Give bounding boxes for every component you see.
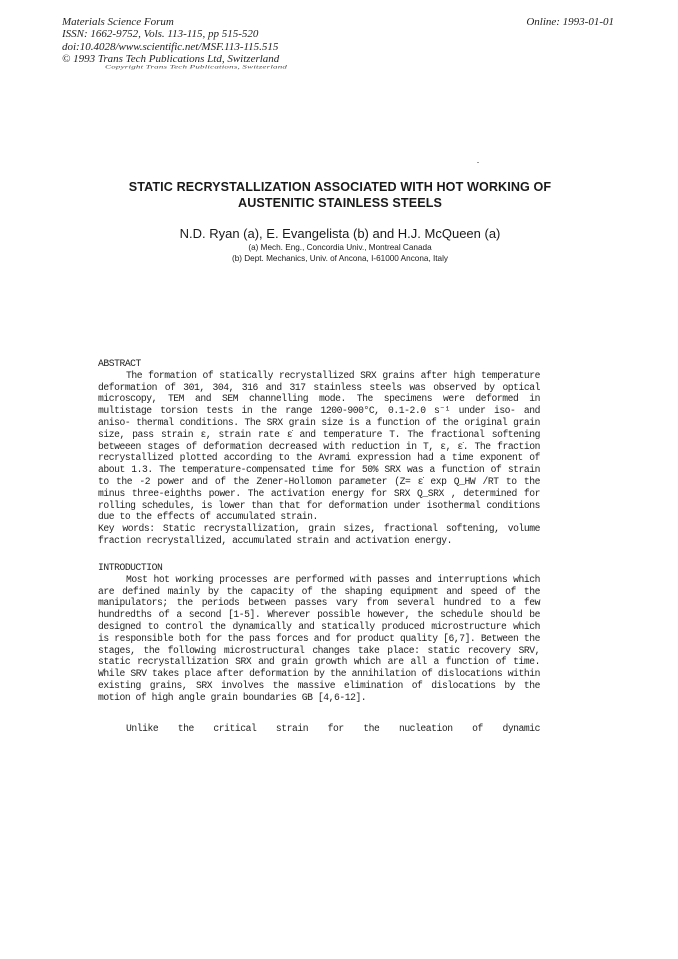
word: the [177,723,194,734]
affiliation-a: (a) Mech. Eng., Concordia Univ., Montreal Canada [248,243,432,252]
author-list: N.D. Ryan (a), E. Evangelista (b) and H.J. McQueen (a) [179,226,501,241]
online-date: Online: 1993-01-01 [526,16,614,28]
word: strain [275,723,309,734]
word: critical [213,723,257,734]
scanned-copyright-notice: Copyright Trans Tech Publications, Switzerland [105,64,288,70]
journal-name: Materials Science Forum [62,16,174,28]
next-paragraph [98,723,540,735]
next-paragraph-first-line [98,723,540,735]
scan-speck [477,162,479,163]
introduction-section [98,562,540,704]
word: for [327,723,344,734]
word: nucleation [398,723,453,734]
paper-title [60,180,620,211]
affiliation-b: (b) Dept. Mechanics, Univ. of Ancona, I-61000 Ancona, Italy [231,254,449,263]
word: Unlike [126,723,159,734]
issn-line: ISSN: 1662-9752, Vols. 113-115, pp 515-520 [62,28,259,41]
abstract-heading: ABSTRACT [98,358,141,369]
word: of [472,723,483,734]
keywords: Key words: Static recrystallization, grain sizes, fractional softening, volume fraction recrystallized, accumulated strain and activation energy. [98,523,540,546]
copyright-line: © 1993 Trans Tech Publications Ltd, Switzerland [62,53,280,66]
abstract-text: The formation of statically recrystallized SRX grains after high temperature deformation of 301, 304, 316 and 317 stainless steels was observed by optical microscopy, TEM and SEM channelling mode. The specimens were deformed in multistage torsion tests in the range 1200-900°C, 0.1-2.0 s⁻¹ under iso- and aniso- thermal conditions. The SRX grain size is a function of the original grain size, pass strain ε, strain rate ε̇ and temperature T. The fractional softening betweeen stages of deformation decreased with reduction in T, ε, ε̇. The fraction recrystallized plotted according to the Avrami expression had a time exponent of about 1.3. The temperature-compensated time for 50% SRX was a function of strain to the -2 power and of the Zener-Hollomon parameter (Z= ε̇ exp Q_HW /RT to the minus three-eighths power. The activation energy for SRX Q_SRX , determined for rolling schedules, is lower than that for deformation under isothermal conditions due to the effects of accumulated strain. [98,369,540,523]
introduction-text: Most hot working processes are performed with passes and interruptions which are defined mainly by the capacity of the shaping equipment and speed of the manipulators; the periods between passes vary from several hundred to a few hundredths of a second [1-5]. Wherever possible however, the schedule should be designed to control the dynamically and statically produced microstructure which is responsible both for the pass forces and for product quality [6,7]. Between the stages, the following microstructural changes take place: static recovery SRV, static recrystallization SRX and grain growth which are all a function of time. While SRV takes place after deformation by the annihilation of dislocations within existing grains, SRX involves the massive elimination of dislocations by the motion of high angle grain boundaries GB [4,6-12]. [98,573,540,703]
introduction-heading: INTRODUCTION [98,562,163,573]
abstract-section [98,358,540,547]
word: the [363,723,380,734]
journal-header [62,16,279,66]
doi-line: doi:10.4028/www.scientific.net/MSF.113-115.515 [62,40,279,53]
title-line-1: STATIC RECRYSTALLIZATION ASSOCIATED WITH HOT WORKING OF [128,180,552,194]
title-line-2: AUSTENITIC STAINLESS STEELS [238,195,442,210]
word: dynamic [502,723,540,734]
